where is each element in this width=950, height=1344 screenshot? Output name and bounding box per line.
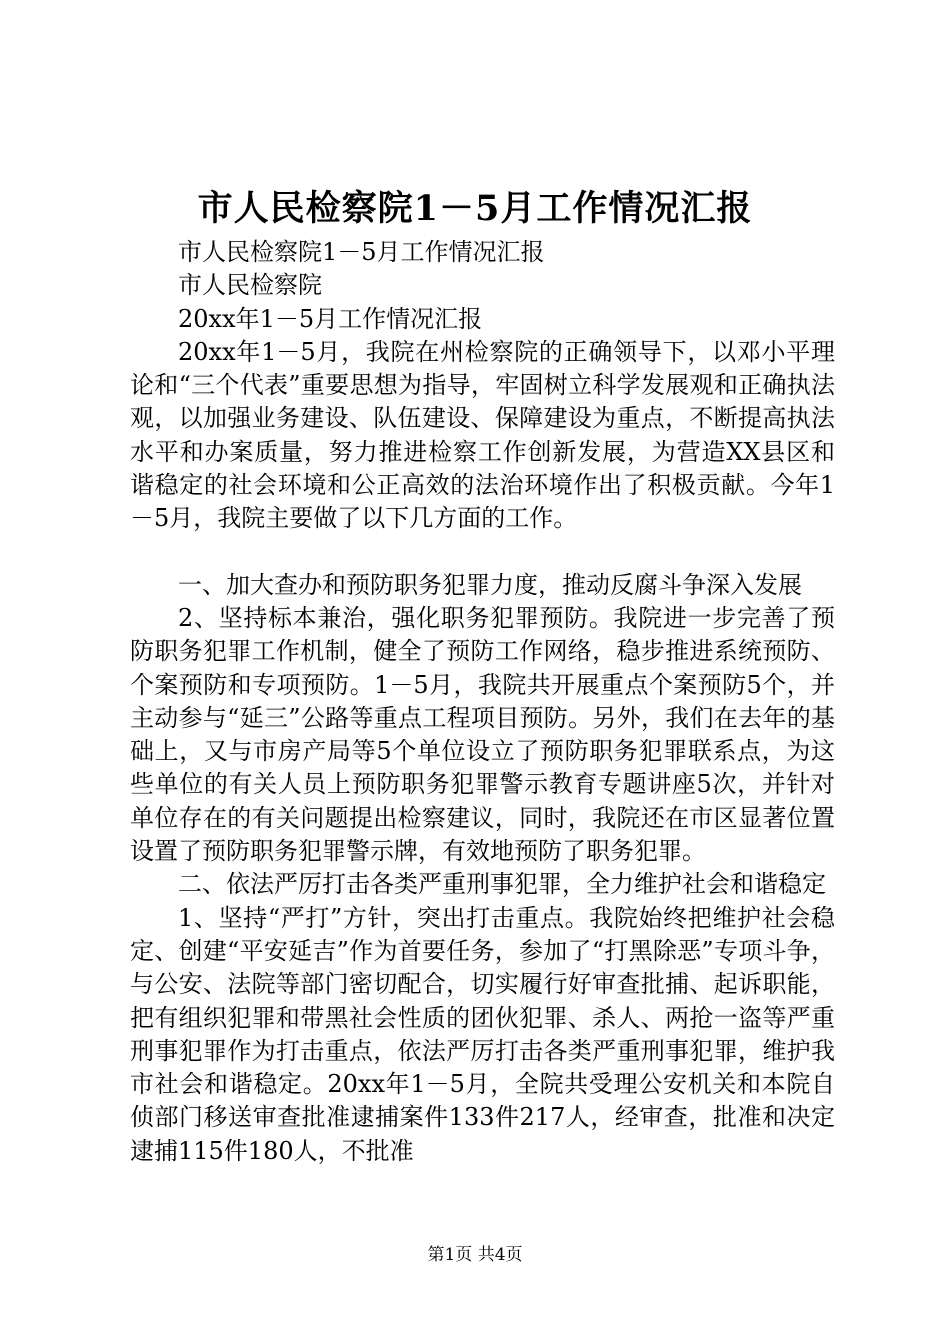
paragraph-prevention: 2、坚持标本兼治，强化职务犯罪预防。我院进一步完善了预防职务犯罪工作机制，健全了预防工作网络，稳步推进系统预防、个案预防和专项预防。1－5月，我院共开展重点个案预防5个，并主动参与“延三”公路等重点工程项目预防。另外，我们在去年的基础上，又与市房产局等5个单位设立了预防职务犯罪联系点，为这些单位的有关人员上预防职务犯罪警示教育专题讲座5次，并针对单位存在的有关问题提出检察建议，同时，我院还在市区显著位置设置了预防职务犯罪警示牌，有效地预防了职务犯罪。: [130, 603, 835, 866]
paragraph-intro: 20xx年1－5月，我院在州检察院的正确领导下，以邓小平理论和“三个代表”重要思想为指导，牢固树立科学发展观和正确执法观，以加强业务建设、队伍建设、保障建设为重点，不断提高执法水平和办案质量，努力推进检察工作创新发展，为营造XX县区和谐稳定的社会环境和公正高效的法治环境作出了积极贡献。今年1－5月，我院主要做了以下几方面的工作。: [130, 337, 835, 533]
paragraph-organization: 市人民检察院: [178, 271, 322, 300]
page-number: 第1页 共4页: [427, 1245, 523, 1265]
paragraph-report-heading: 20xx年1－5月工作情况汇报: [178, 304, 483, 333]
document-body: [130, 236, 835, 1168]
paragraph-subtitle: 市人民检察院1－5月工作情况汇报: [178, 238, 545, 266]
paragraph-strike-hard: 1、坚持“严打”方针，突出打击重点。我院始终把维护社会稳定、创建“平安延吉”作为首要任务，参加了“打黑除恶”专项斗争，与公安、法院等部门密切配合，切实履行好审查批捕、起诉职能，把有组织犯罪和带黑社会性质的团伙犯罪、杀人、两抢一盗等严重刑事犯罪作为打击重点，依法严厉打击各类严重刑事犯罪，维护我市社会和谐稳定。20xx年1－5月，全院共受理公安机关和本院自侦部门移送审查批准逮捕案件133件217人，经审查，批准和决定逮捕115件180人，不批准: [130, 903, 835, 1165]
document-title: 市人民检察院1－5月工作情况汇报: [197, 188, 753, 229]
section-heading-1: 一、加大查办和预防职务犯罪力度，推动反腐斗争深入发展: [178, 570, 802, 599]
section-heading-2: 二、依法严厉打击各类严重刑事犯罪，全力维护社会和谐稳定: [178, 870, 826, 899]
